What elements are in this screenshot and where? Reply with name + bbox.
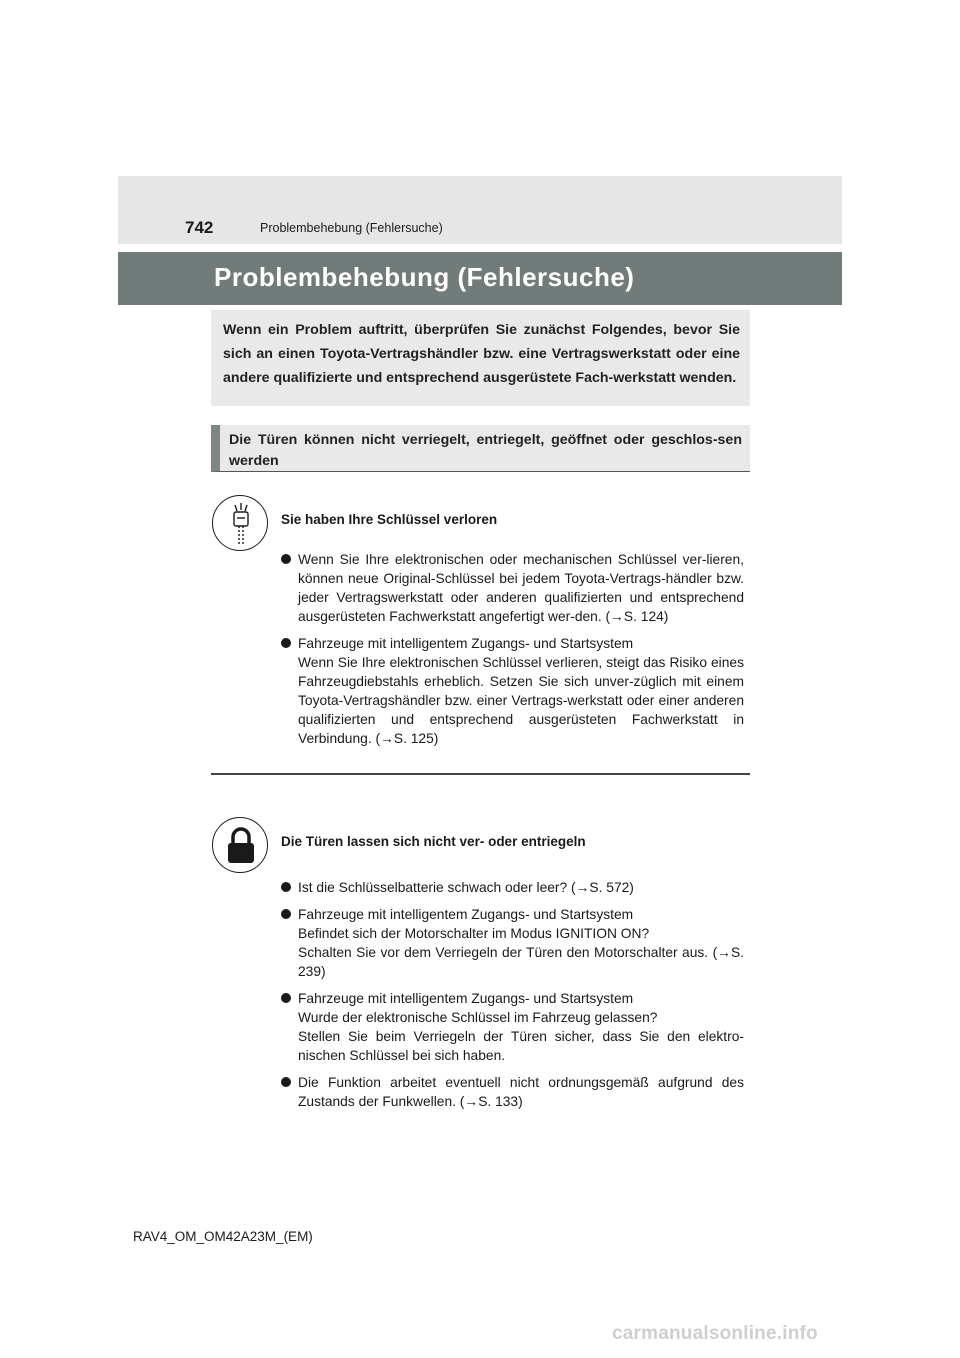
key-icon <box>212 495 268 551</box>
watermark: carmanualsonline.info <box>612 1323 818 1344</box>
lock-icon <box>212 817 268 873</box>
list-item: Fahrzeuge mit intelligentem Zugangs- und Startsystem Wurde der elektronische Schlüssel im Fahrzeug gelassen? Stellen Sie beim Verriegeln der Türen sicher, dass Sie den elektro-nischen Schlüssel bei sich haben. <box>281 989 744 1065</box>
intro-box: Wenn ein Problem auftritt, überprüfen Sie zunächst Folgendes, bevor Sie sich an einen Toyota-Vertragshändler bzw. eine Vertragswerkstatt oder eine andere qualifizierte und entsprechend ausgerüstete Fach-werkstatt wenden. <box>211 310 750 406</box>
header-band <box>118 176 842 244</box>
block2-list <box>281 878 744 1119</box>
section-heading: Die Türen können nicht verriegelt, entriegelt, geöffnet oder geschlos-sen werden <box>211 425 750 472</box>
list-item: Fahrzeuge mit intelligentem Zugangs- und Startsystem Befindet sich der Motorschalter im Modus IGNITION ON? Schalten Sie vor dem Verriegeln der Türen den Motorschalter aus. (→S. 239) <box>281 905 744 981</box>
block1-heading: Sie haben Ihre Schlüssel verloren <box>281 512 498 527</box>
block2-heading: Die Türen lassen sich nicht ver- oder entriegeln <box>281 834 586 849</box>
page-title: Problembehebung (Fehlersuche) <box>214 262 635 292</box>
list-item: Ist die Schlüsselbatterie schwach oder leer? (→S. 572) <box>281 878 744 897</box>
page-number: 742 <box>185 218 214 237</box>
list-item: Die Funktion arbeitet eventuell nicht ordnungsgemäß aufgrund des Zustands der Funkwellen. (→S. 133) <box>281 1073 744 1111</box>
running-head: Problembehebung (Fehlersuche) <box>260 221 443 235</box>
footer-doc-code: RAV4_OM_OM42A23M_(EM) <box>133 1229 313 1244</box>
divider <box>211 773 750 775</box>
list-item: Fahrzeuge mit intelligentem Zugangs- und Startsystem Wenn Sie Ihre elektronischen Schlüssel verlieren, steigt das Risiko eines Fahrzeugdiebstahls erheblich. Setzen Sie sich unver-züglich mit einem Toyota-Vertragshändler bzw. einer Vertrags-werkstatt oder einer anderen qualifizierten und entsprechend ausgerüsteten Fachwerkstatt in Verbindung. (→S. 125) <box>281 634 744 748</box>
list-item: Wenn Sie Ihre elektronischen oder mechanischen Schlüssel ver-lieren, können neue Original-Schlüssel bei jedem Toyota-Vertrags-händler bzw. jeder Vertragswerkstatt oder anderen qualifizierten und entsprechend ausgerüsteten Fachwerkstatt angefertigt wer-den. (→S. 124) <box>281 550 744 626</box>
block1-list <box>281 550 744 756</box>
